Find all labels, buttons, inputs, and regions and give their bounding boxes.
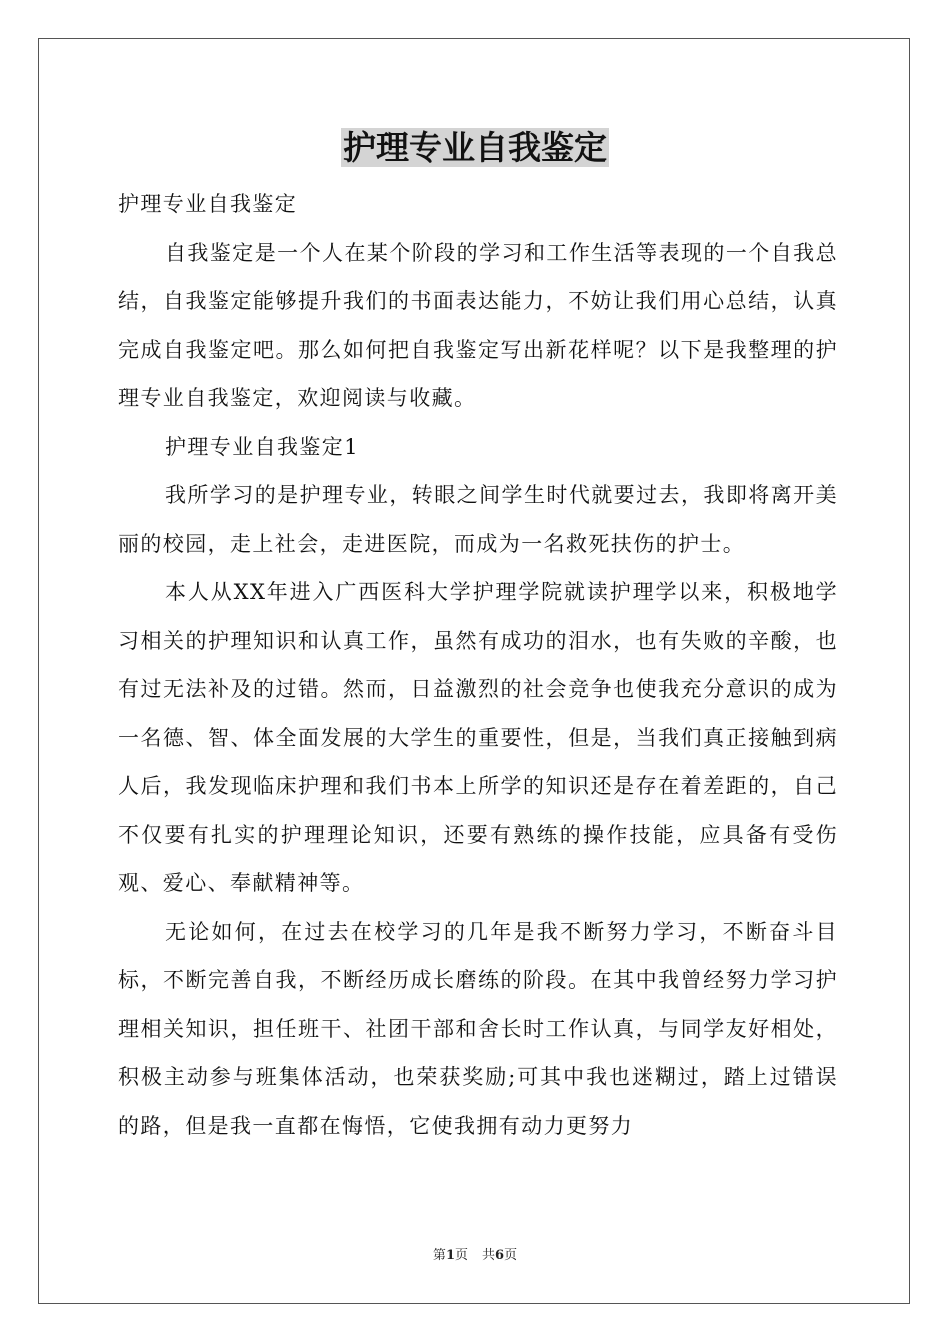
body-paragraph: 我所学习的是护理专业，转眼之间学生时代就要过去，我即将离开美丽的校园，走上社会，走进医院，而成为一名救死扶伤的护士。 xyxy=(118,483,838,556)
body-paragraph: 本人从XX年进入广西医科大学护理学院就读护理学以来，积极地学习相关的护理知识和认真工作，虽然有成功的泪水，也有失败的辛酸，也有过无法补及的过错。然而，日益激烈的社会竞争也使我充分意识的成为一名德、智、体全面发展的大学生的重要性，但是，当我们真正接触到病人后，我发现临床护理和我们书本上所学的知识还是存在着差距的，自己不仅要有扎实的护理理论知识，还要有熟练的操作技能，应具备有受伤观、爱心、奉献精神等。 xyxy=(118,580,838,895)
page-footer xyxy=(0,1246,950,1266)
page-suffix: 页 xyxy=(454,1248,468,1263)
document-title xyxy=(0,126,950,170)
document-body xyxy=(118,180,838,1150)
page-number: 1 xyxy=(445,1248,455,1263)
page-prefix: 第 xyxy=(432,1248,446,1263)
document-subtitle: 护理专业自我鉴定 xyxy=(118,192,298,216)
document-title-text: 护理专业自我鉴定 xyxy=(343,128,607,167)
total-pages: 6 xyxy=(495,1248,505,1263)
section-heading: 护理专业自我鉴定1 xyxy=(165,434,359,459)
intro-paragraph: 自我鉴定是一个人在某个阶段的学习和工作生活等表现的一个自我总结，自我鉴定能够提升我们的书面表达能力，不妨让我们用心总结，认真完成自我鉴定吧。那么如何把自我鉴定写出新花样呢？以下是我整理的护理专业自我鉴定，欢迎阅读与收藏。 xyxy=(118,240,838,410)
body-paragraph: 无论如何，在过去在校学习的几年是我不断努力学习，不断奋斗目标，不断完善自我，不断经历成长磨练的阶段。在其中我曾经努力学习护理相关知识，担任班干、社团干部和舍长时工作认真，与同学友好相处，积极主动参与班集体活动，也荣获奖励;可其中我也迷糊过，踏上过错误的路，但是我一直都在悔悟，它使我拥有动力更努力 xyxy=(118,919,838,1138)
total-suffix: 页 xyxy=(504,1248,518,1263)
total-prefix: 共 xyxy=(482,1248,496,1263)
